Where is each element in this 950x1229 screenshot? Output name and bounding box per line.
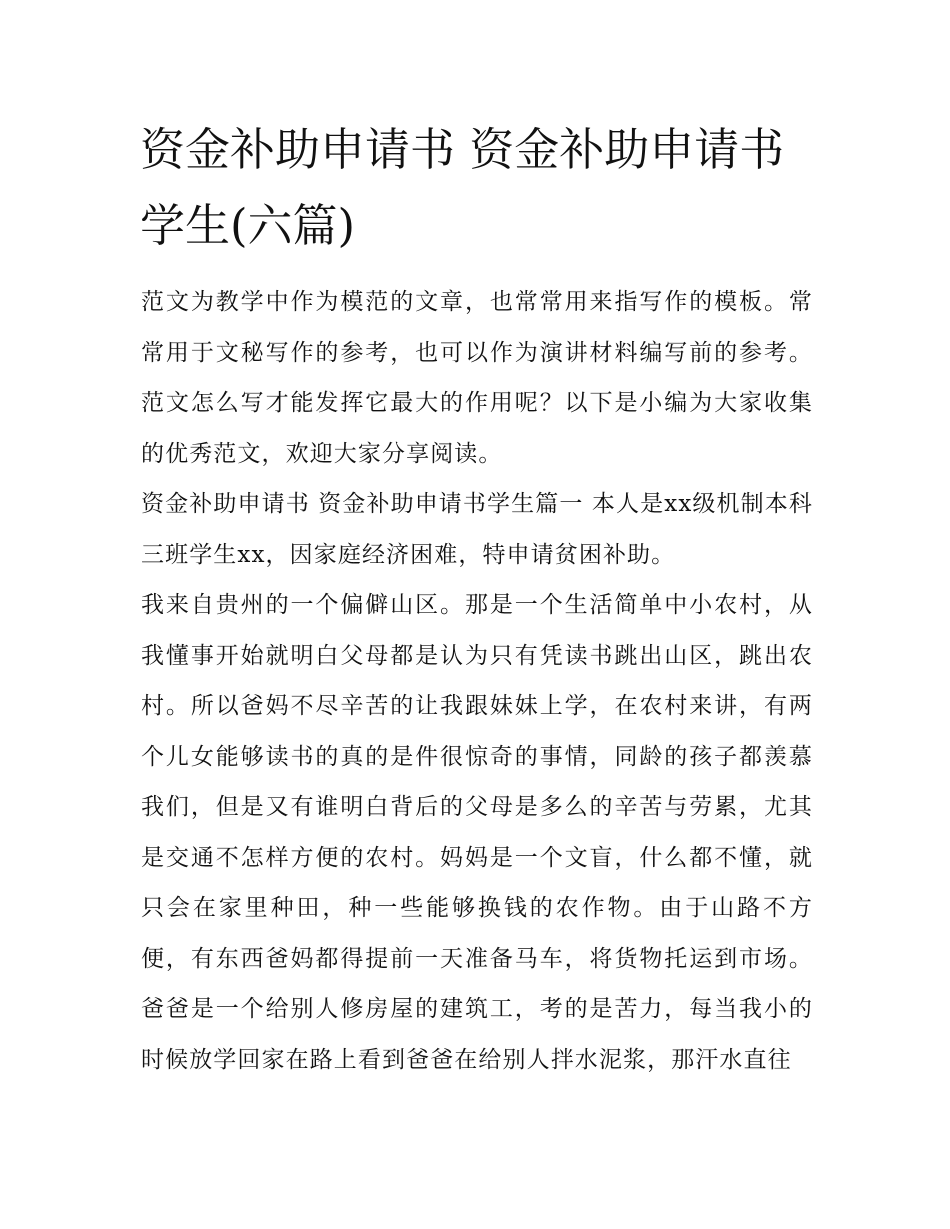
paragraph-application: 资金补助申请书 资金补助申请书学生篇一 本人是xx级机制本科三班学生xx，因家庭经济困难，特申请贫困补助。 — [141, 491, 813, 568]
document-body — [141, 277, 813, 1085]
paragraph-background: 我来自贵州的一个偏僻山区。那是一个生活简单中小农村，从我懂事开始就明白父母都是认为只有凭读书跳出山区，跳出农村。所以爸妈不尽辛苦的让我跟妹妹上学，在农村来讲，有两个儿女能够读书的真的是件很惊奇的事情，同龄的孩子都羡慕我们，但是又有谁明白背后的父母是多么的辛苦与劳累，尤其是交通不怎样方便的农村。妈妈是一个文盲，什么都不懂，就只会在家里种田，种一些能够换钱的农作物。由于山路不方便，有东西爸妈都得提前一天准备马车，将货物托运到市场。爸爸是一个给别人修房屋的建筑工，考的是苦力，每当我小的时候放学回家在路上看到爸爸在给别人拌水泥浆，那汗水直往 — [141, 592, 813, 1073]
document-title: 资金补助申请书 资金补助申请书学生(六篇) — [140, 123, 785, 252]
paragraph-intro: 范文为教学中作为模范的文章，也常常用来指写作的模板。常常用于文秘写作的参考，也可以作为演讲材料编写前的参考。范文怎么写才能发挥它最大的作用呢？以下是小编为大家收集的优秀范文，欢迎大家分享阅读。 — [141, 289, 813, 467]
